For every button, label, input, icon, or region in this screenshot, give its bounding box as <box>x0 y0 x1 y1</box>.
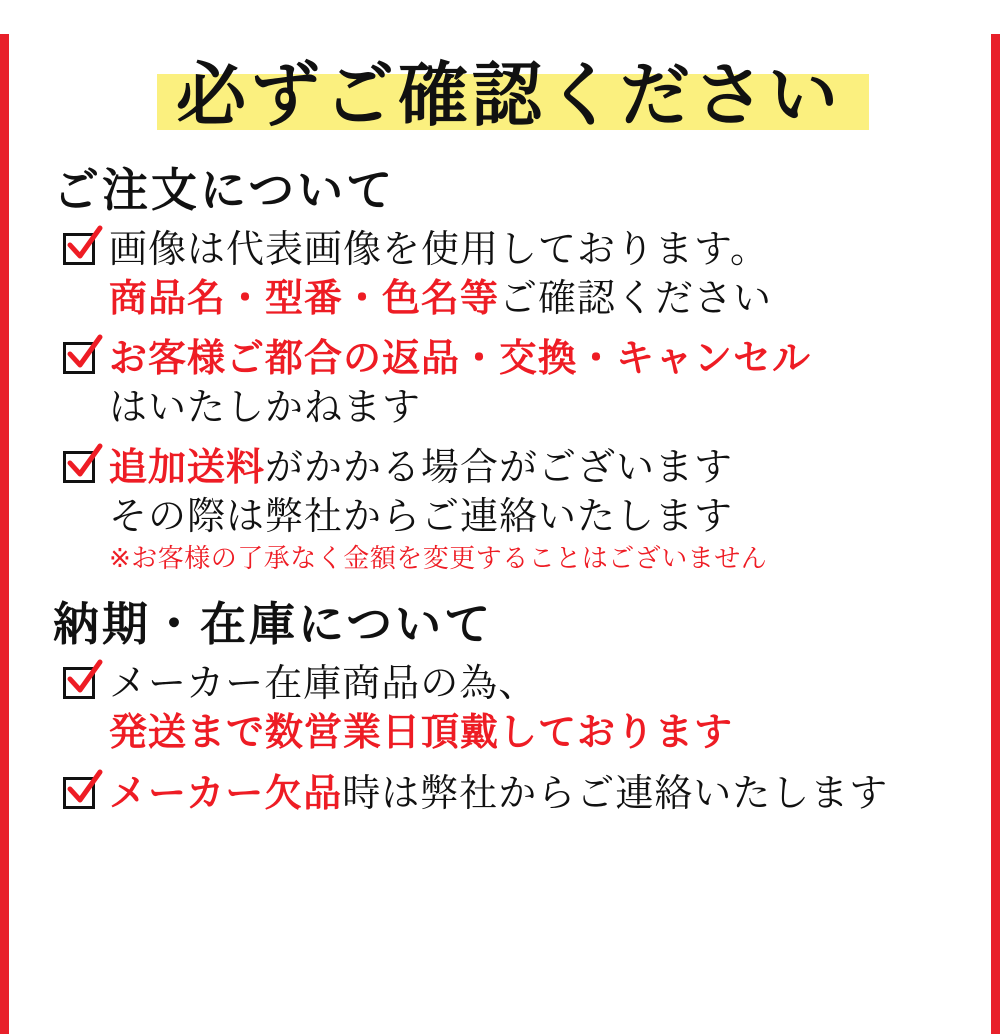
checkbox-checked-icon <box>61 229 103 271</box>
list-line: 画像は代表画像を使用しております。 <box>109 226 769 271</box>
normal-text: がかかる場合がございます <box>265 445 734 490</box>
list-line: 発送まで数営業日頂戴しております <box>109 709 734 754</box>
list-line <box>109 769 991 818</box>
list-item <box>53 769 991 818</box>
list-line <box>109 443 991 492</box>
emphasis-text: 追加送料 <box>109 445 266 490</box>
list-line: お客様ご都合の返品・交換・キャンセル <box>109 336 812 381</box>
checkbox-checked-icon <box>61 663 103 705</box>
emphasis-text: 商品名・型番・色名等 <box>109 275 500 320</box>
list-item-note: ※お客様の了承なく金額を変更することはございません <box>109 543 768 574</box>
list-item <box>53 659 991 756</box>
list-item <box>53 225 991 322</box>
list-item-text <box>109 659 991 756</box>
section-heading-order: ご注文について <box>53 163 396 217</box>
emphasis-text: メーカー欠品 <box>109 770 343 815</box>
checkbox-checked-icon <box>61 338 103 380</box>
section-delivery <box>9 598 991 817</box>
list-item <box>53 443 991 576</box>
list-item-text <box>109 225 991 322</box>
list-item <box>53 334 991 431</box>
section-heading-delivery: 納期・在庫について <box>53 597 494 652</box>
list-item-text <box>109 443 991 576</box>
checkbox-checked-icon <box>61 773 103 815</box>
list-item-text <box>109 334 991 431</box>
normal-text: 時は弊社からご連絡いたします <box>342 770 889 815</box>
notice-page <box>0 34 1000 1034</box>
list-line: メーカー在庫商品の為、 <box>109 661 538 706</box>
checkbox-checked-icon <box>61 447 103 489</box>
list-line <box>109 274 991 323</box>
page-title-block <box>9 34 991 144</box>
list-item-text <box>109 769 991 818</box>
page-title: 必ずご確認ください <box>176 54 842 136</box>
section-order <box>9 164 991 576</box>
list-line: その際は弊社からご連絡いたします <box>109 494 734 539</box>
normal-text: ご確認ください <box>499 275 773 320</box>
list-line: はいたしかねます <box>109 384 422 429</box>
